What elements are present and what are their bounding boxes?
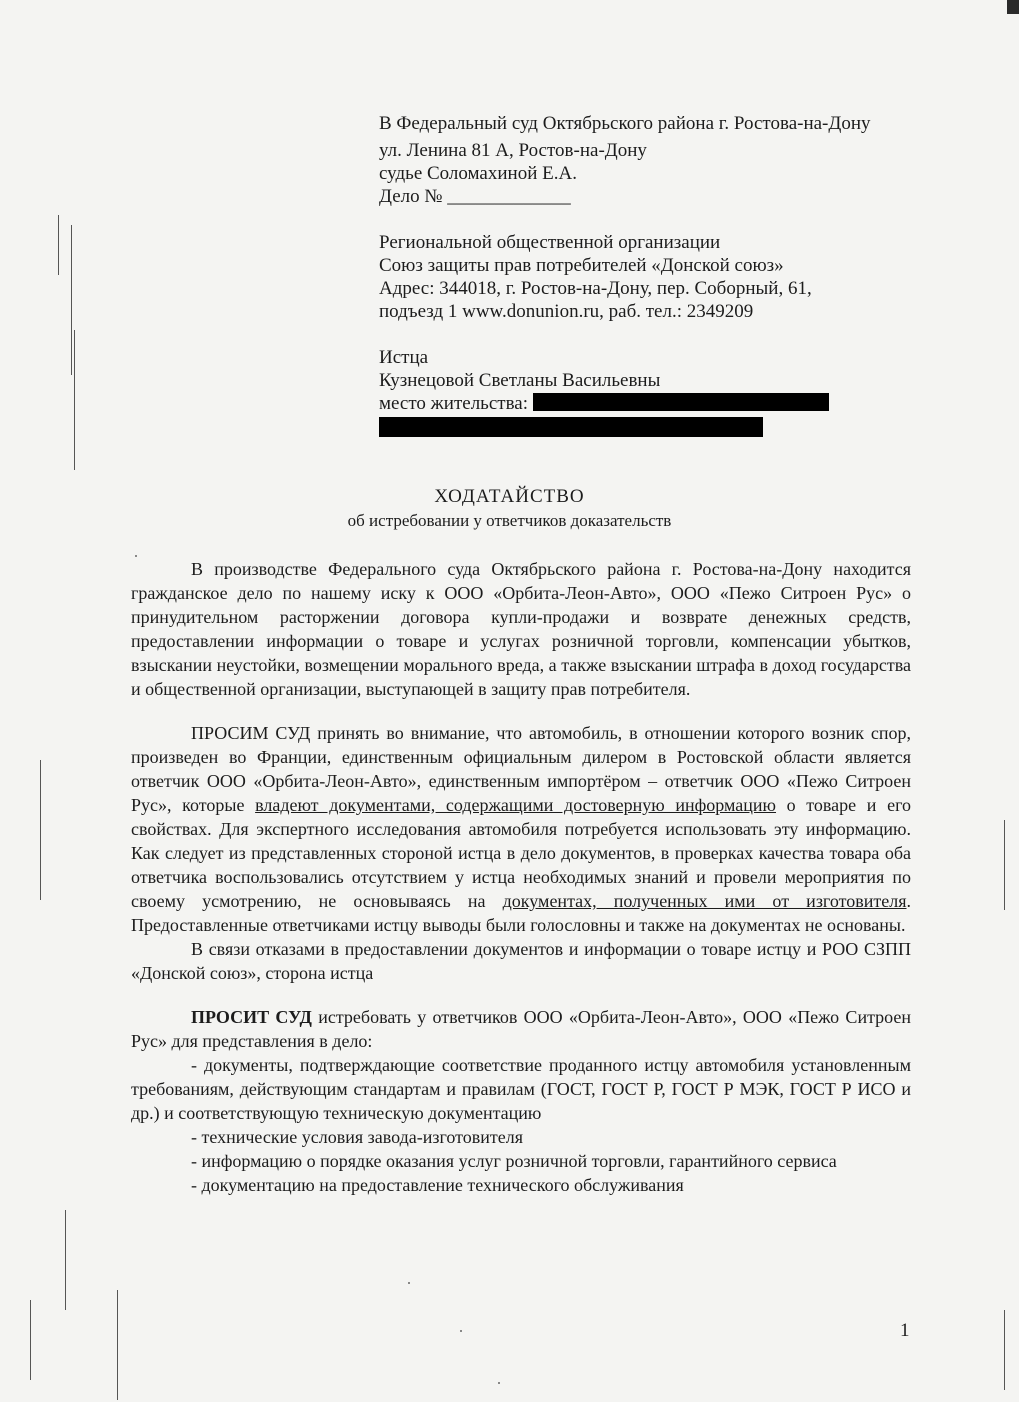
paragraph-intro: В производстве Федерального суда Октябрьского района г. Ростова-на-Дону находится гражданское дело по нашему иску к ООО «Орбита-Леон-Авто», ООО «Пежо Ситроен Рус» о принудительном расторжении договора купли-продажи и возврате денежных средств, предоставлении информации о товаре и услугах розничной торговли, компенсации убытков, взыскании неустойки, возмещении морального вреда, а также взыскании штрафа в доход государства и общественной организации, выступающей в защиту прав потребителя. [131,559,911,699]
judge-name: судье Соломахиной Е.А. [379,163,577,184]
paragraph-refusals: В связи отказами в предоставлении документов и информации о товаре истцу и РОО СЗПП «Донской союз», сторона истца [131,939,911,983]
redaction-bar [533,393,829,411]
paragraph-request-consider [131,721,911,937]
redaction-bar [379,417,763,437]
document-subtitle: об истребовании у ответчиков доказательств [347,511,672,530]
document-body [131,557,911,1197]
underlined-text: владеют документами, содержащими достоверную информацию [255,795,777,815]
bold-text: ПРОСИТ СУД [191,1007,312,1027]
plaintiff-name: Кузнецовой Светланы Васильевны [379,370,661,391]
scan-corner-mark [1007,0,1019,14]
organization-line: подъезд 1 www.donunion.ru, раб. тел.: 2349209 [379,301,754,322]
residence-label: место жительства: [379,393,529,414]
document-title-block [0,485,1019,533]
paragraph-request-demand [131,1005,911,1053]
scan-speck [498,1382,500,1384]
plaintiff-label: Истца [379,347,429,368]
text-segment: . Предоставленные ответчиками истцу выводы были голословны и также на документах не основаны. [131,891,912,935]
text-segment: истребовать у ответчиков ООО «Орбита-Леон-Авто», ООО «Пежо Ситроен Рус» для представления в дело: [131,1007,912,1051]
list-item: - документацию на предоставление технического обслуживания [191,1175,684,1195]
organization-line: Адрес: 344018, г. Ростов-на-Дону, пер. Соборный, 61, [379,278,812,299]
organization-line: Союз защиты прав потребителей «Донской союз» [379,255,784,276]
scan-artifact-line [71,225,72,375]
text-segment: ПРОСИМ СУД принять во внимание, что автомобиль, в отношении которого возник спор, произведен во Франции, единственным официальным дилером в Ростовской области является ответчик ООО «Орбита-Леон-Авто», единственным импортёром – ответчик ООО «Пежо Ситроен Рус», которые [131,723,911,815]
list-item: - информацию о порядке оказания услуг розничной торговли, гарантийного сервиса [191,1151,837,1171]
court-address: ул. Ленина 81 А, Ростов-на-Дону [379,140,647,161]
scan-artifact-line [1004,1310,1005,1390]
scan-artifact-line [40,760,41,900]
list-item: - документы, подтверждающие соответствие проданного истцу автомобиля установленным требованиям, действующим стандартам и правилам (ГОСТ, ГОСТ Р, ГОСТ Р МЭК, ГОСТ Р ИСО и др.) и соответствующую техническую документацию [131,1055,911,1123]
scan-artifact-line [117,1290,118,1400]
scan-artifact-line [65,1210,66,1310]
scan-speck [460,1330,462,1332]
underlined-text: документах, полученных ими от изготовителя [502,891,907,911]
scan-artifact-line [58,215,59,275]
text-segment: о товаре и его свойствах. Для экспертного исследования автомобиля потребуется использовать эту информацию. Как следует из представленных стороной истца в дело документов, в проверках качества товара оба ответчика воспользовались отсутствием у истца необходимых знаний и провели мероприятия по своему усмотрению, не основываясь на [131,795,911,911]
organization-line: Региональной общественной организации [379,232,721,253]
list-item: - технические условия завода-изготовителя [191,1127,524,1147]
scan-artifact-line [1004,820,1005,910]
addressee-block [379,112,939,441]
residence-line [379,392,939,415]
scan-speck [408,1282,410,1284]
document-title: ХОДАТАЙСТВО [434,486,585,507]
scan-artifact-line [30,1300,31,1380]
court-name: В Федеральный суд Октябрьского района г. Ростова-на-Дону [379,113,871,134]
page-number: 1 [900,1320,910,1341]
scan-artifact-line [74,330,75,470]
case-number: Дело № _____________ [379,186,571,207]
residence-line-2 [379,417,939,441]
